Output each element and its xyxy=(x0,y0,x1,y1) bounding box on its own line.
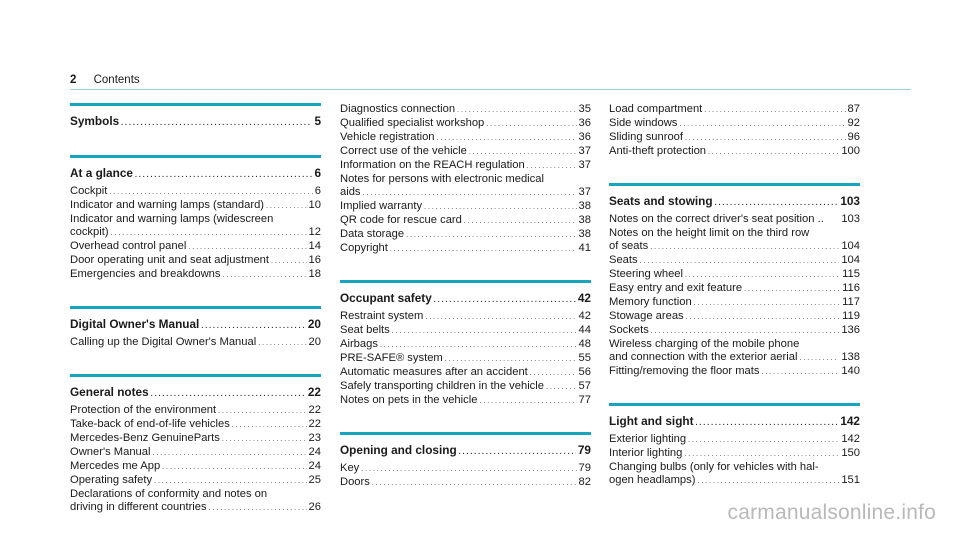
dot-leader xyxy=(271,254,307,268)
entry-page: 38 xyxy=(578,214,591,226)
toc-entry[interactable] xyxy=(609,296,860,310)
toc-column-1 xyxy=(70,103,321,539)
section-rule xyxy=(70,306,321,309)
dot-leader xyxy=(651,324,840,338)
toc-section xyxy=(70,103,321,131)
dot-leader xyxy=(363,186,577,200)
entry-text: Take-back of end-of-life vehicles xyxy=(70,418,230,430)
entry-first-line: Notes on the height limit on the third row xyxy=(609,227,810,239)
entry-page: 14 xyxy=(308,240,321,252)
section-title-text: Digital Owner's Manual xyxy=(70,317,200,331)
toc-section xyxy=(70,155,321,282)
dot-leader xyxy=(697,474,839,488)
toc-entry[interactable] xyxy=(609,447,860,461)
dot-leader xyxy=(135,166,313,183)
toc-entry[interactable] xyxy=(70,501,321,515)
dot-leader xyxy=(708,145,839,159)
entry-text: Overhead control panel xyxy=(70,240,187,252)
page-number: 2 xyxy=(70,74,77,86)
entry-text: Exterior lighting xyxy=(609,433,687,445)
entry-text: Seat belts xyxy=(340,324,390,336)
toc-entry[interactable] xyxy=(70,268,321,282)
entry-text: and connection with the exterior aerial xyxy=(609,351,798,363)
entry-text: Copyright xyxy=(340,242,388,254)
toc-entry[interactable] xyxy=(340,131,591,145)
entry-page: 136 xyxy=(841,324,860,336)
dot-leader xyxy=(650,240,839,254)
dot-leader xyxy=(704,103,845,117)
dot-leader xyxy=(640,254,840,268)
section-rule xyxy=(340,280,591,283)
toc-entry[interactable] xyxy=(609,131,860,145)
toc-entry[interactable] xyxy=(340,242,591,256)
dot-leader xyxy=(380,338,577,352)
entry-page: 116 xyxy=(842,282,860,294)
section-page: 6 xyxy=(314,166,321,180)
section-title[interactable] xyxy=(70,114,321,131)
dot-leader xyxy=(434,291,576,308)
entry-text: Implied warranty xyxy=(340,200,423,212)
toc-entry[interactable] xyxy=(609,365,860,379)
entry-page: 25 xyxy=(308,474,321,486)
entry-page: 37 xyxy=(578,186,591,198)
toc-entry[interactable] xyxy=(609,433,860,447)
section-rule xyxy=(70,103,321,106)
toc-entry[interactable] xyxy=(609,145,860,159)
watermark: carmanualsonline.info xyxy=(727,501,936,524)
toc-section xyxy=(340,280,591,408)
toc-entry[interactable] xyxy=(340,310,591,324)
entry-text: Correct use of the vehicle xyxy=(340,145,467,157)
dot-leader xyxy=(530,366,577,380)
entry-page: 38 xyxy=(578,228,591,240)
entry-first-line: Indicator and warning lamps (widescreen xyxy=(70,213,274,225)
toc-column-2 xyxy=(340,103,591,514)
dot-leader xyxy=(469,145,577,159)
dot-leader xyxy=(546,380,577,394)
entry-page: 57 xyxy=(578,380,591,392)
entry-page: 41 xyxy=(578,242,591,254)
toc-entry[interactable] xyxy=(70,474,321,488)
section-title[interactable] xyxy=(609,414,860,431)
toc-entry[interactable] xyxy=(609,268,860,282)
entry-text: Anti-theft protection xyxy=(609,145,707,157)
toc-section xyxy=(340,432,591,490)
entry-page: 26 xyxy=(308,501,321,513)
toc-entry[interactable] xyxy=(340,476,591,490)
section-page: 20 xyxy=(307,317,321,331)
entry-text: Restraint system xyxy=(340,310,424,322)
entry-page: 142 xyxy=(841,433,860,445)
entry-page: 82 xyxy=(578,476,591,488)
toc-entry[interactable] xyxy=(340,228,591,242)
entry-page: 56 xyxy=(578,366,591,378)
toc-entry[interactable] xyxy=(609,474,860,488)
section-page: 22 xyxy=(307,385,321,399)
entry-text: QR code for rescue card xyxy=(340,214,462,226)
toc-entry[interactable] xyxy=(70,226,321,240)
toc-entry[interactable] xyxy=(70,432,321,446)
entry-page: 151 xyxy=(841,474,860,486)
entry-page: 140 xyxy=(841,365,860,377)
toc-entry[interactable] xyxy=(70,336,321,350)
entry-text: Qualified specialist workshop xyxy=(340,117,485,129)
section-title-text: Opening and closing xyxy=(340,443,457,457)
header-rule xyxy=(70,89,911,90)
toc-entry[interactable] xyxy=(609,254,860,268)
toc-section xyxy=(609,103,860,159)
dot-leader xyxy=(258,336,306,350)
dot-leader xyxy=(688,433,839,447)
dot-leader xyxy=(425,310,576,324)
toc-section xyxy=(70,374,321,515)
toc-entry[interactable] xyxy=(70,185,321,199)
dot-leader xyxy=(218,404,306,418)
toc-entry[interactable] xyxy=(70,460,321,474)
toc-entry[interactable] xyxy=(340,352,591,366)
section-page: 142 xyxy=(840,414,860,428)
entry-page: 22 xyxy=(308,404,321,416)
dot-leader xyxy=(390,242,577,256)
entry-text: Vehicle registration xyxy=(340,131,435,143)
toc-entry[interactable] xyxy=(340,117,591,131)
dot-leader xyxy=(406,228,576,242)
section-page: 5 xyxy=(314,114,321,128)
section-title[interactable] xyxy=(609,194,860,211)
entry-first-line: Changing bulbs (only for vehicles with hal- xyxy=(609,461,819,473)
toc-entry[interactable] xyxy=(70,404,321,418)
toc-entry[interactable] xyxy=(340,380,591,394)
entry-text: Fitting/removing the floor mats xyxy=(609,365,760,377)
toc-entry[interactable] xyxy=(70,240,321,254)
entry-text: Operating safety xyxy=(70,474,153,486)
dot-leader xyxy=(151,385,306,402)
section-title[interactable] xyxy=(340,291,591,308)
dot-leader xyxy=(679,117,845,131)
entry-page: 38 xyxy=(578,200,591,212)
entry-page: 104 xyxy=(841,254,860,266)
entry-page: 37 xyxy=(578,145,591,157)
entry-text: Doors xyxy=(340,476,370,488)
dot-leader xyxy=(457,103,576,117)
entry-page: 92 xyxy=(847,117,860,129)
entry-page: 115 xyxy=(842,268,860,280)
entry-text: Calling up the Digital Owner's Manual xyxy=(70,336,257,348)
entry-text: Protection of the environment xyxy=(70,404,217,416)
entry-text: aids xyxy=(340,186,361,198)
entry-text: Notes on the correct driver's seat position .. xyxy=(609,213,824,225)
toc-entry[interactable] xyxy=(340,186,591,200)
entry-text: Load compartment xyxy=(609,103,703,115)
section-page: 103 xyxy=(840,194,860,208)
section-title[interactable] xyxy=(70,166,321,183)
toc-entry[interactable] xyxy=(609,117,860,131)
entry-text: ogen headlamps) xyxy=(609,474,696,486)
toc-entry[interactable] xyxy=(70,446,321,460)
section-title-text: At a glance xyxy=(70,166,133,180)
entry-text: Notes on pets in the vehicle xyxy=(340,394,478,406)
dot-leader xyxy=(111,226,307,240)
toc-entry[interactable] xyxy=(340,462,591,476)
toc-entry[interactable] xyxy=(340,200,591,214)
entry-text: PRE-SAFE® system xyxy=(340,352,443,364)
dot-leader xyxy=(424,200,576,214)
dot-leader xyxy=(201,317,306,334)
entry-text: Mercedes me App xyxy=(70,460,161,472)
section-rule xyxy=(340,432,591,435)
dot-leader xyxy=(437,131,577,145)
section-title-text: Symbols xyxy=(70,114,120,128)
entry-page: 48 xyxy=(578,338,591,350)
dot-leader xyxy=(266,199,307,213)
entry-text: Interior lighting xyxy=(609,447,683,459)
entry-page: 150 xyxy=(841,447,860,459)
dot-leader xyxy=(685,131,846,145)
dot-leader xyxy=(685,268,840,282)
entry-text: Mercedes-Benz GenuineParts xyxy=(70,432,220,444)
entry-text: driving in different countries xyxy=(70,501,207,513)
toc-entry[interactable] xyxy=(609,351,860,365)
entry-page: 12 xyxy=(308,226,321,238)
entry-page: 16 xyxy=(308,254,321,266)
entry-text: Automatic measures after an accident xyxy=(340,366,528,378)
entry-text: Steering wheel xyxy=(609,268,684,280)
entry-page: 37 xyxy=(578,159,591,171)
entry-text: Airbags xyxy=(340,338,378,350)
entry-text: Information on the REACH regulation xyxy=(340,159,525,171)
toc-entry[interactable] xyxy=(70,254,321,268)
entry-text: Cockpit xyxy=(70,185,108,197)
entry-page: 44 xyxy=(578,324,591,336)
entry-text: Seats xyxy=(609,254,638,266)
toc-entry[interactable] xyxy=(609,240,860,254)
dot-leader xyxy=(223,268,307,282)
section-page: 42 xyxy=(577,291,591,305)
dot-leader xyxy=(694,296,840,310)
toc-entry[interactable] xyxy=(340,145,591,159)
entry-first-line: Declarations of conformity and notes on xyxy=(70,488,268,500)
section-rule xyxy=(70,374,321,377)
dot-leader xyxy=(684,447,839,461)
entry-page: 117 xyxy=(842,296,860,308)
entry-page: 103 xyxy=(841,213,860,225)
dot-leader xyxy=(154,474,306,488)
entry-page: 24 xyxy=(308,446,321,458)
toc-section xyxy=(70,306,321,350)
dot-leader xyxy=(464,214,577,228)
dot-leader xyxy=(222,432,307,446)
entry-text: Sliding sunroof xyxy=(609,131,684,143)
toc-entry[interactable] xyxy=(609,310,860,324)
entry-page: 20 xyxy=(308,336,321,348)
entry-text: Stowage areas xyxy=(609,310,684,322)
section-title[interactable] xyxy=(70,317,321,334)
section-title-text: Light and sight xyxy=(609,414,694,428)
dot-leader xyxy=(445,352,577,366)
toc-entry[interactable] xyxy=(340,366,591,380)
entry-text: Door operating unit and seat adjustment xyxy=(70,254,270,266)
entry-page: 87 xyxy=(847,103,860,115)
toc-section xyxy=(609,403,860,488)
entry-page: 77 xyxy=(578,394,591,406)
entry-text: Key xyxy=(340,462,360,474)
entry-page: 104 xyxy=(841,240,860,252)
entry-page: 79 xyxy=(578,462,591,474)
section-rule xyxy=(70,155,321,158)
dot-leader xyxy=(109,185,312,199)
toc-entry[interactable] xyxy=(340,394,591,408)
toc-entry[interactable] xyxy=(340,103,591,117)
toc-entry[interactable] xyxy=(70,199,321,213)
section-title-text: Occupant safety xyxy=(340,291,432,305)
dot-leader xyxy=(361,462,576,476)
dot-leader xyxy=(486,117,576,131)
section-title-text: General notes xyxy=(70,385,149,399)
dot-leader xyxy=(715,194,839,211)
dot-leader xyxy=(479,394,576,408)
toc-entry[interactable] xyxy=(609,103,860,117)
toc-entry[interactable] xyxy=(70,418,321,432)
entry-page: 36 xyxy=(578,131,591,143)
entry-text: Memory function xyxy=(609,296,692,308)
entry-text: Owner's Manual xyxy=(70,446,151,458)
entry-page: 55 xyxy=(578,352,591,364)
dot-leader xyxy=(121,114,312,131)
entry-text: Indicator and warning lamps (standard) xyxy=(70,199,265,211)
entry-text: Diagnostics connection xyxy=(340,103,456,115)
dot-leader xyxy=(232,418,307,432)
dot-leader xyxy=(372,476,577,490)
entry-text: Data storage xyxy=(340,228,405,240)
entry-page: 96 xyxy=(847,131,860,143)
toc-entry[interactable] xyxy=(340,324,591,338)
entry-page: 35 xyxy=(578,103,591,115)
toc-entry[interactable] xyxy=(340,338,591,352)
toc-column-3 xyxy=(609,103,860,512)
dot-leader xyxy=(527,159,577,173)
dot-leader xyxy=(162,460,306,474)
entry-text: Sockets xyxy=(609,324,649,336)
entry-page: 138 xyxy=(841,351,860,363)
toc-entry[interactable] xyxy=(609,213,860,227)
dot-leader xyxy=(392,324,577,338)
entry-first-line: Wireless charging of the mobile phone xyxy=(609,338,800,350)
dot-leader xyxy=(459,443,576,460)
entry-text: Safely transporting children in the vehicle xyxy=(340,380,544,392)
entry-page: 22 xyxy=(308,418,321,430)
section-title[interactable] xyxy=(340,443,591,460)
dot-leader xyxy=(152,446,306,460)
entry-page: 18 xyxy=(308,268,321,280)
dot-leader xyxy=(188,240,306,254)
dot-leader xyxy=(799,351,839,365)
dot-leader xyxy=(686,310,841,324)
entry-page: 36 xyxy=(578,117,591,129)
page-header xyxy=(70,74,140,86)
toc-entry[interactable] xyxy=(340,159,591,173)
section-title-text: Seats and stowing xyxy=(609,194,713,208)
toc-entry[interactable] xyxy=(340,214,591,228)
entry-page: 42 xyxy=(578,310,591,322)
section-rule xyxy=(609,183,860,186)
section-rule xyxy=(609,403,860,406)
entry-page: 10 xyxy=(308,199,321,211)
section-page: 79 xyxy=(577,443,591,457)
dot-leader xyxy=(744,282,840,296)
dot-leader xyxy=(696,414,839,431)
entry-page: 23 xyxy=(308,432,321,444)
entry-text: Easy entry and exit feature xyxy=(609,282,743,294)
toc-entry[interactable] xyxy=(609,282,860,296)
entry-text: of seats xyxy=(609,240,649,252)
entry-page: 119 xyxy=(842,310,860,322)
section-title[interactable] xyxy=(70,385,321,402)
entry-text: Emergencies and breakdowns xyxy=(70,268,221,280)
entry-text: cockpit) xyxy=(70,226,109,238)
entry-text: Side windows xyxy=(609,117,678,129)
toc-entry[interactable] xyxy=(609,324,860,338)
dot-leader xyxy=(209,501,307,515)
dot-leader xyxy=(761,365,839,379)
entry-page: 24 xyxy=(308,460,321,472)
header-title: Contents xyxy=(93,74,140,86)
toc-section xyxy=(609,183,860,379)
toc-section xyxy=(340,103,591,256)
entry-page: 100 xyxy=(841,145,860,157)
entry-page: 6 xyxy=(314,185,321,197)
entry-first-line: Notes for persons with electronic medical xyxy=(340,173,544,185)
